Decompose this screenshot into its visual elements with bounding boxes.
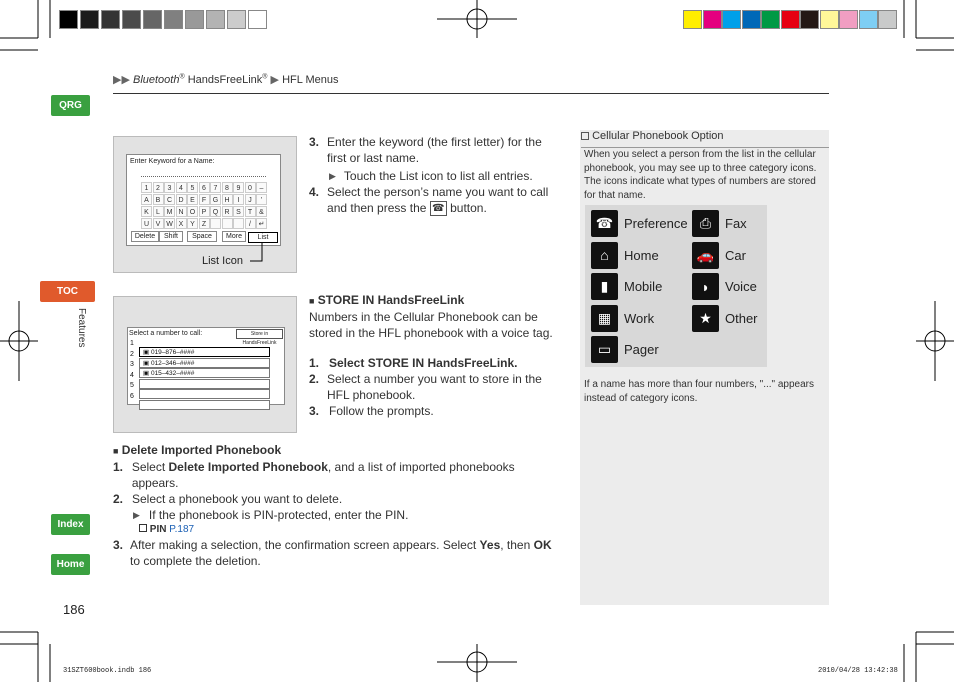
key[interactable]: 7: [210, 182, 221, 193]
store-screen-illustration: [113, 296, 297, 433]
gray-swatch: [227, 10, 246, 29]
key[interactable]: X: [176, 218, 187, 229]
gray-swatch: [122, 10, 141, 29]
voice-icon: ◗: [692, 273, 719, 300]
key[interactable]: T: [245, 206, 256, 217]
process-swatch: [800, 10, 819, 29]
process-swatch: [703, 10, 722, 29]
row-index: 2: [130, 350, 134, 358]
category-label: Car: [725, 247, 746, 263]
key[interactable]: A: [141, 194, 152, 205]
number-row[interactable]: [130, 393, 134, 403]
keyword-screen-illustration: [113, 136, 297, 273]
car-icon: 🚗: [692, 242, 719, 269]
breadcrumb: ▶▶ Bluetooth® HandsFreeLink® ▶ HFL Menus: [113, 73, 339, 86]
gray-swatch: [248, 10, 267, 29]
delete-key[interactable]: Delete: [131, 231, 159, 242]
key[interactable]: Z: [199, 218, 210, 229]
category-home: [591, 242, 659, 269]
key[interactable]: /: [245, 218, 256, 229]
category-other: [692, 305, 758, 332]
gray-swatch: [80, 10, 99, 29]
work-icon: ▦: [591, 305, 618, 332]
footer-date: 2010/04/28 13:42:38: [818, 667, 898, 675]
row-index: 3: [130, 361, 134, 368]
mobile-icon: ▮: [591, 273, 618, 300]
category-preference: [591, 210, 688, 237]
phone-category-icon: ▣: [143, 349, 151, 356]
store-step: 2. Select a number you want to store in the HFL phonebook.: [309, 372, 542, 402]
category-label: Preference: [624, 216, 688, 231]
phone-number: 015–432–####: [150, 370, 195, 377]
qrg-tab[interactable]: QRG: [51, 95, 90, 116]
footer-file: 31SZT600book.indb 186: [63, 667, 152, 675]
gray-swatch: [206, 10, 225, 29]
key[interactable]: L: [153, 206, 164, 217]
key[interactable]: M: [164, 206, 175, 217]
key[interactable]: G: [210, 194, 221, 205]
toc-tab[interactable]: TOC: [40, 281, 95, 302]
gray-swatch: [185, 10, 204, 29]
category-work: [591, 305, 654, 332]
row-index: 4: [130, 371, 134, 379]
breadcrumb-menus: HFL Menus: [282, 74, 339, 86]
row-index: 5: [130, 382, 134, 389]
other-icon: ★: [692, 305, 719, 332]
phone-button-icon: ☎: [430, 201, 447, 216]
key[interactable]: [222, 218, 233, 229]
phone-category-icon: ▣: [143, 359, 151, 367]
store-in-hfl-button[interactable]: Store in HandsFreeLink: [236, 329, 283, 339]
number-list-panel: [127, 327, 285, 405]
gray-swatch: [59, 10, 78, 29]
process-swatch: [722, 10, 741, 29]
index-tab[interactable]: Index: [51, 514, 90, 535]
number-row[interactable]: [130, 372, 134, 382]
phone-number: 012–346–####: [150, 359, 195, 367]
shift-key[interactable]: Shift: [159, 231, 183, 242]
fax-icon: ⎙: [692, 210, 719, 237]
category-label: Mobile: [624, 279, 663, 294]
home-tab[interactable]: Home: [51, 554, 90, 575]
process-swatch: [820, 10, 839, 29]
more-key[interactable]: More: [222, 231, 246, 242]
key[interactable]: Q: [210, 206, 221, 217]
category-label: Other: [725, 310, 758, 326]
gray-swatch: [164, 10, 183, 29]
key[interactable]: E: [187, 194, 198, 205]
category-label: Home: [624, 247, 659, 263]
callout-line: [248, 243, 268, 265]
home-icon: ⌂: [591, 242, 618, 269]
process-swatch: [878, 10, 897, 29]
store-heading: STORE IN HandsFreeLink: [317, 293, 465, 307]
keyword-input: [141, 168, 266, 177]
category-label: Work: [624, 310, 655, 326]
category-mobile: [591, 273, 662, 300]
key[interactable]: 8: [222, 182, 233, 193]
delete-heading: Delete Imported Phonebook: [121, 443, 282, 457]
key[interactable]: &: [256, 206, 267, 217]
key[interactable]: [233, 218, 244, 229]
process-swatch: [781, 10, 800, 29]
note-icon: [581, 132, 589, 140]
key[interactable]: W: [164, 218, 175, 229]
number-row[interactable]: [130, 382, 134, 392]
key[interactable]: C: [164, 194, 175, 205]
process-swatch: [742, 10, 761, 29]
key[interactable]: N: [176, 206, 187, 217]
features-tab-label: Features: [76, 308, 87, 348]
preference-icon: ☎: [591, 210, 618, 237]
sidebar-description: When you select a person from the list in the cellular phonebook, you may see up to three category icons. The icons indicate what types of numbers are stored for that name.: [584, 149, 817, 201]
sidebar-title: Cellular Phonebook Option: [581, 130, 724, 142]
key[interactable]: 0: [245, 182, 256, 193]
key[interactable]: I: [233, 194, 244, 205]
key[interactable]: J: [245, 194, 256, 205]
list-icon-callout: List Icon: [202, 255, 243, 267]
key[interactable]: S: [233, 206, 244, 217]
key[interactable]: K: [141, 206, 152, 217]
key[interactable]: D: [176, 194, 187, 205]
key[interactable]: 1: [141, 182, 152, 193]
space-key[interactable]: Space: [187, 231, 217, 242]
phone-number: 019–876–####: [150, 349, 195, 356]
delete-section: ■ Delete Imported Phonebook 1. Select Delete Imported Phonebook, and a list of imported phonebooks appears. 2. Select a phonebook you want to delete. ▶ If the phonebook is PIN-protected, enter the PIN. PIN P.187 3. After making a selection, the confirmation screen appears. Select Yes, then OK to complete the deletion.: [113, 443, 552, 568]
phone-category-icon: ▣: [143, 370, 151, 377]
key[interactable]: 4: [176, 182, 187, 193]
store-step: 3. Follow the prompts.: [309, 404, 434, 418]
store-steps: [309, 355, 559, 419]
category-voice: [692, 273, 757, 300]
category-pager: [591, 336, 659, 363]
key[interactable]: 3: [164, 182, 175, 193]
breadcrumb-hfl: HandsFreeLink: [187, 74, 263, 86]
row-index: 1: [130, 340, 134, 347]
gray-swatch: [101, 10, 120, 29]
key[interactable]: 2: [153, 182, 164, 193]
header-rule: [113, 93, 829, 94]
key[interactable]: B: [153, 194, 164, 205]
gray-swatch: [143, 10, 162, 29]
key[interactable]: F: [199, 194, 210, 205]
number-row[interactable]: [130, 340, 195, 356]
key[interactable]: 6: [199, 182, 210, 193]
sidebar-note: If a name has more than four numbers, "..." appears instead of category icons.: [584, 379, 814, 404]
process-swatch: [761, 10, 780, 29]
store-section: ■ STORE IN HandsFreeLink Numbers in the Cellular Phonebook can be stored in the HFL phonebook with a voice tag. 1. Select STORE IN HandsFreeLink. 2. Select a number you want to store in the HFL phonebook. 3. Follow the prompts.: [309, 292, 559, 419]
category-fax: [692, 210, 747, 237]
key[interactable]: –: [256, 182, 267, 193]
row-index: 6: [130, 392, 134, 400]
category-car: [692, 242, 746, 269]
key[interactable]: H: [222, 194, 233, 205]
process-swatch: [859, 10, 878, 29]
list-key[interactable]: List: [248, 232, 278, 243]
category-label: Fax: [725, 216, 747, 231]
page-number: 186: [63, 602, 85, 617]
number-list-title: Select a number to call:: [129, 330, 203, 337]
key[interactable]: P: [199, 206, 210, 217]
keyboard-panel: [126, 154, 281, 246]
category-label: Pager: [624, 342, 659, 357]
key[interactable]: O: [187, 206, 198, 217]
keyword-title: Enter Keyword for a Name:: [130, 158, 215, 165]
key[interactable]: 5: [187, 182, 198, 193]
key[interactable]: R: [222, 206, 233, 217]
category-label: Voice: [725, 279, 757, 294]
key[interactable]: 9: [233, 182, 244, 193]
pin-page-link[interactable]: P.187: [169, 524, 195, 535]
key[interactable]: ↵: [256, 218, 267, 229]
breadcrumb-bluetooth: Bluetooth: [132, 74, 180, 86]
key[interactable]: Y: [187, 218, 198, 229]
store-intro: Numbers in the Cellular Phonebook can be stored in the HFL phonebook with a voice tag.: [309, 310, 553, 340]
key[interactable]: ': [256, 194, 267, 205]
key[interactable]: U: [141, 218, 152, 229]
process-swatch: [683, 10, 702, 29]
store-step: 1. Select STORE IN HandsFreeLink.: [309, 356, 518, 370]
steps-keyword: 3. Enter the keyword (the first letter) for the first or last name. ▶ Touch the List icon to list all entries. 4. Select the person’s name you want to call and then press the ☎ button.: [309, 135, 549, 215]
key[interactable]: [210, 218, 221, 229]
process-swatch: [839, 10, 858, 29]
pager-icon: ▭: [591, 336, 618, 363]
key[interactable]: V: [153, 218, 164, 229]
